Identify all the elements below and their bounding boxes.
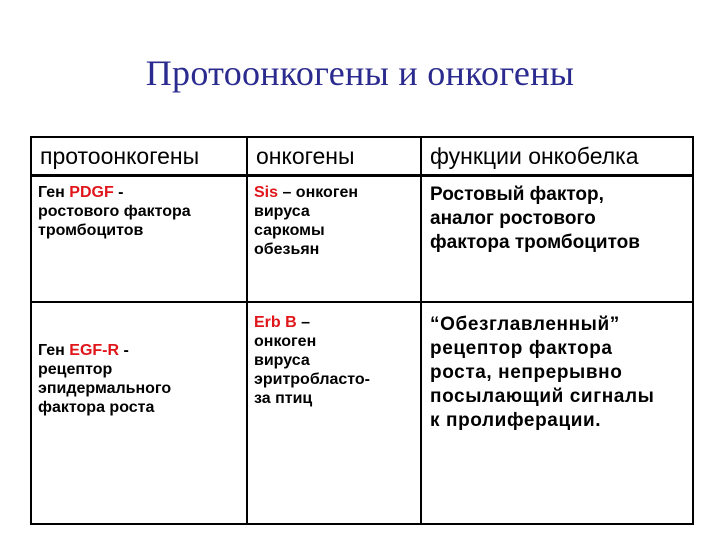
oncogene-text: – онкоген — [278, 184, 359, 201]
protooncogene-line: ростового фактора — [38, 203, 191, 220]
protooncogene-line: эпидермального — [38, 380, 172, 397]
header-protooncogenes: протоонкогены — [31, 137, 247, 176]
header-oncoprotein-function: функции онкобелка — [421, 137, 693, 176]
gene-prefix: Ген — [38, 184, 70, 201]
function-line: рецептор фактора — [430, 338, 613, 359]
gene-suffix: - — [119, 342, 129, 359]
oncogene-line: обезьян — [254, 241, 320, 258]
oncogene-line: вируса — [254, 203, 310, 220]
function-cell — [421, 302, 693, 524]
table-row — [31, 176, 693, 303]
function-line: аналог ростового — [430, 208, 596, 229]
gene-suffix: - — [113, 184, 124, 201]
protooncogene-line: тромбоцитов — [38, 222, 144, 239]
protooncogene-line: рецептор — [38, 361, 113, 378]
oncogene-line: за птиц — [254, 390, 313, 407]
function-line: “Обезглавленный” — [430, 314, 620, 335]
protooncogene-line: фактора роста — [38, 399, 155, 416]
function-line: посылающий сигналы — [430, 386, 655, 407]
oncogene-text: – — [296, 314, 311, 331]
protooncogene-cell — [31, 302, 247, 524]
oncogene-line: вируса — [254, 352, 310, 369]
oncogene-cell — [247, 176, 421, 303]
function-line: к пролиферации. — [430, 410, 602, 431]
protooncogene-line — [38, 183, 246, 202]
header-oncogenes: онкогены — [247, 137, 421, 176]
function-cell — [421, 176, 693, 303]
oncogene-table — [30, 136, 694, 525]
gene-prefix: Ген — [38, 342, 70, 359]
table-header-row — [31, 137, 693, 176]
oncogene-line — [254, 183, 420, 202]
gene-name: EGF-R — [69, 342, 120, 359]
oncogene-line: эритробласто- — [254, 371, 370, 388]
table-row — [31, 302, 693, 524]
oncogene-cell — [247, 302, 421, 524]
oncogene-line — [254, 313, 420, 332]
oncogene-line: саркомы — [254, 222, 325, 239]
oncogene-name: Sis — [254, 184, 279, 201]
gene-name: PDGF — [69, 184, 114, 201]
protooncogene-line — [38, 341, 246, 360]
protooncogene-cell — [31, 176, 247, 303]
function-line: фактора тромбоцитов — [430, 232, 640, 253]
oncogene-line: онкоген — [254, 333, 317, 350]
page-title: Протоонкогены и онкогены — [145, 53, 575, 93]
oncogene-name: Erb B — [254, 314, 297, 331]
function-line: роста, непрерывно — [430, 362, 623, 383]
function-line: Ростовый фактор, — [430, 184, 604, 205]
